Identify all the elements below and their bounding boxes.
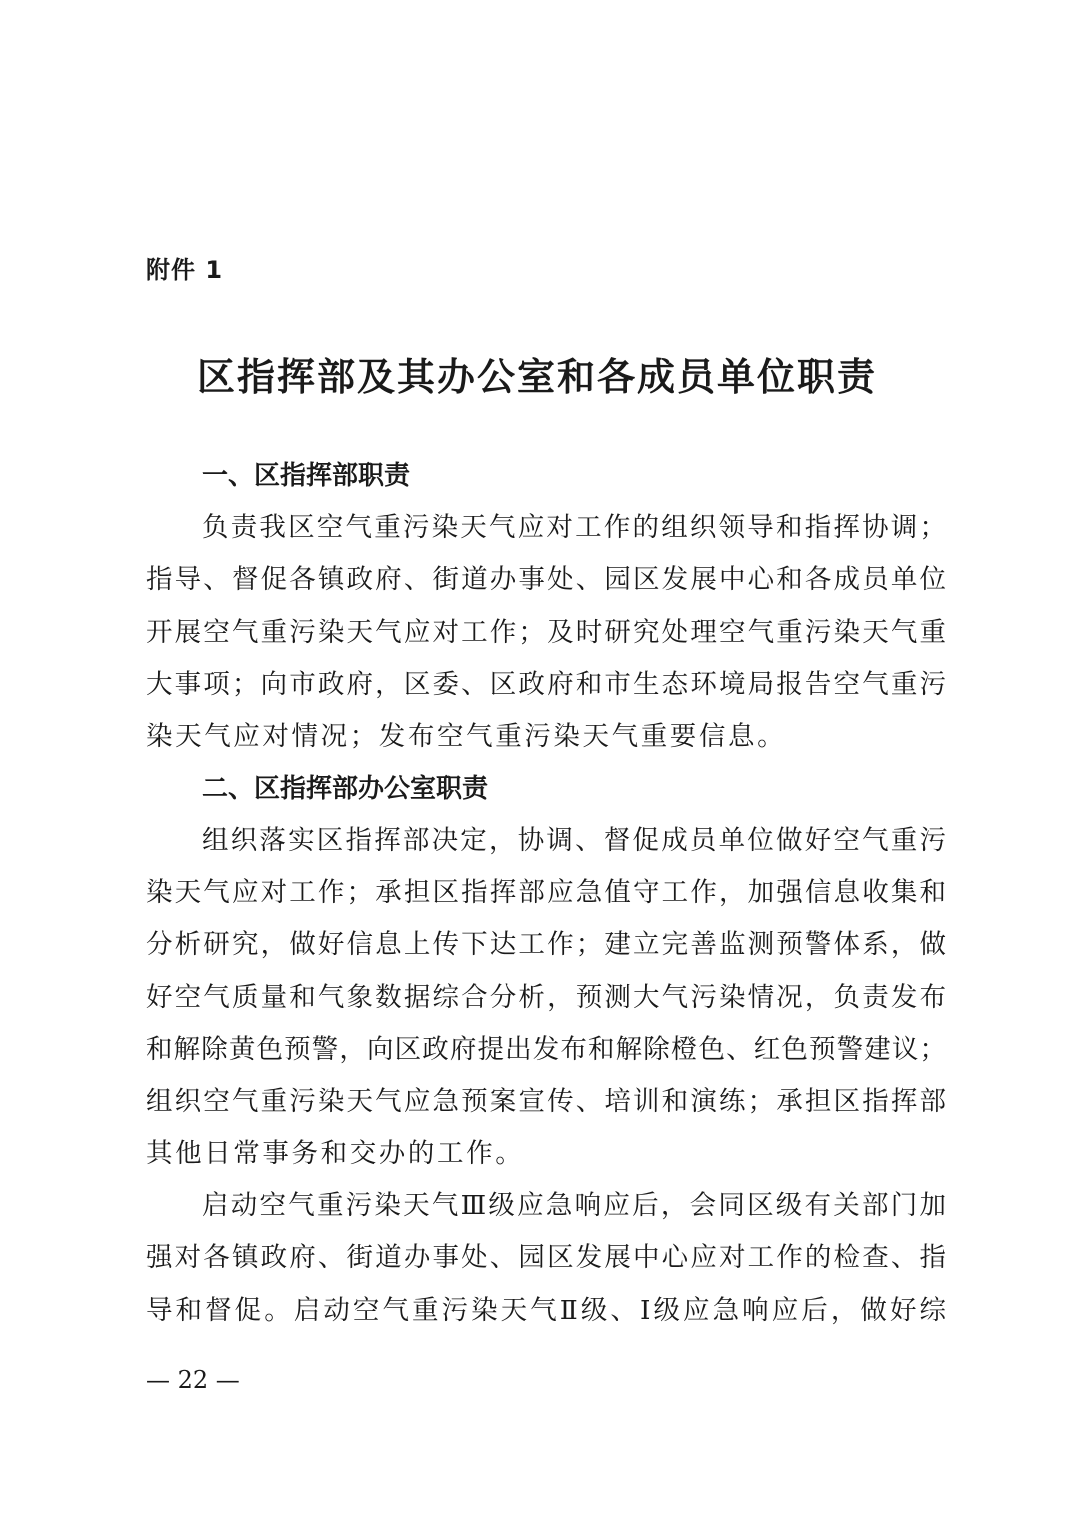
- annex-label: 附件 1: [146, 256, 224, 284]
- document-title: 区指挥部及其办公室和各成员单位职责: [196, 354, 877, 399]
- paragraph-line: 其他日常事务和交办的工作。: [146, 1138, 525, 1169]
- paragraph-line: 组织空气重污染天气应急预案宣传、培训和演练；承担区指挥部: [146, 1086, 946, 1117]
- paragraph-line: 染天气应对工作；承担区指挥部应急值守工作，加强信息收集和: [146, 877, 946, 908]
- paragraph-line: 分析研究，做好信息上传下达工作；建立完善监测预警体系，做: [146, 929, 946, 960]
- section-heading-1: 一、区指挥部职责: [202, 461, 411, 491]
- paragraph-line: 染天气应对情况；发布空气重污染天气重要信息。: [146, 721, 787, 752]
- page-number: — 22 —: [146, 1366, 240, 1394]
- paragraph-line: 负责我区空气重污染天气应对工作的组织领导和指挥协调；: [202, 512, 946, 543]
- paragraph-line: 和解除黄色预警，向区政府提出发布和解除橙色、红色预警建议；: [146, 1034, 946, 1065]
- paragraph-line: 组织落实区指挥部决定，协调、督促成员单位做好空气重污: [202, 825, 946, 856]
- paragraph-line: 好空气质量和气象数据综合分析，预测大气污染情况，负责发布: [146, 982, 946, 1013]
- paragraph-line: 开展空气重污染天气应对工作；及时研究处理空气重污染天气重: [146, 617, 946, 648]
- paragraph-line: 指导、督促各镇政府、街道办事处、园区发展中心和各成员单位: [146, 564, 946, 595]
- paragraph-line: 启动空气重污染天气Ⅲ级应急响应后，会同区级有关部门加: [202, 1190, 946, 1221]
- section-heading-2: 二、区指挥部办公室职责: [202, 774, 489, 804]
- paragraph-line: 大事项；向市政府，区委、区政府和市生态环境局报告空气重污: [146, 669, 946, 700]
- paragraph-line: 强对各镇政府、街道办事处、园区发展中心应对工作的检查、指: [146, 1242, 946, 1273]
- paragraph-line: 导和督促。启动空气重污染天气Ⅱ级、Ⅰ级应急响应后，做好综: [146, 1295, 946, 1326]
